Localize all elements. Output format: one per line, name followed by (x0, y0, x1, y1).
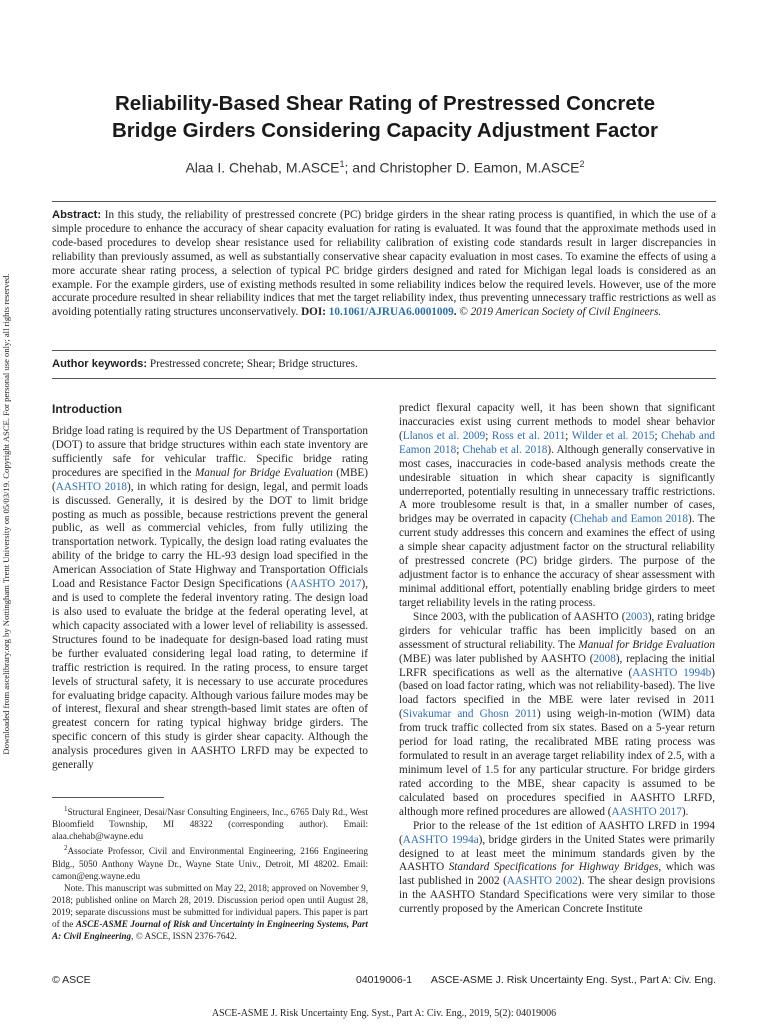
keywords-text: Prestressed concrete; Shear; Bridge structures. (149, 358, 358, 370)
abstract: Abstract: In this study, the reliability of prestressed concrete (PC) bridge girders in the shear rating process is quantified, in which the use of a simple procedure to enhance the accuracy of shear capacity evaluation for rating is evaluated. It was found that the approximate methods used in code-based procedures to develop shear resistance used for reliability calibration of existing code standards result in larger discrepancies in reliability than previously assumed, as well as substantially conservative shear capacity evaluation in most cases. To examine the effects of using a more accurate shear rating process, a selection of typical PC bridge girders designed and rated for Michigan legal loads is considered as an example. For the example girders, use of existing methods resulted in some reliability indices below the required levels. However, use of the more accurate procedure resulted in shear reliability indices that met the target reliability index, thus preventing unnecessary traffic restrictions as well as avoiding potentially rating structures unconservatively. DOI: 10.1061/AJRUA6.0001009. © 2019 American Society of Civil Engineers. (52, 209, 716, 319)
paragraph (399, 820, 715, 917)
footnote-text: Associate Professor, Civil and Environmental Engineering, 2166 Engineering Bldg., 5050 Anthony Wayne Dr., Wayne State Univ., Detroit, MI 48202. Email: camon@eng.wayne.edu (52, 846, 368, 881)
abstract-label: Abstract: (52, 209, 102, 221)
citation-link[interactable]: Chehab et al. 2018 (462, 443, 548, 456)
section-heading-introduction: Introduction (52, 402, 122, 416)
author-1: Alaa I. Chehab, M.ASCE (185, 159, 340, 176)
note-text: , © ASCE, ISSN 2376-7642. (131, 931, 237, 942)
citation-line: ASCE-ASME J. Risk Uncertainty Eng. Syst., Part A: Civ. Eng., 2019, 5(2): 04019006 (211, 1008, 557, 1019)
text-run: ), rating bridge girders for vehicular traffic has been implicitly based on an assessment of structural reliability. The (399, 610, 716, 651)
text-run: ), replacing the initial LRFR specifications as well as the alternative ( (399, 652, 715, 679)
manuscript-note (52, 882, 368, 942)
footnote-text: Structural Engineer, Desai/Nasr Consulting Engineers, Inc., 6765 Daly Rd., West Bloomfield Township, MI 48322 (corresponding author). Email: alaa.chehab@wayne.edu (52, 807, 368, 842)
footer-journal: ASCE-ASME J. Risk Uncertainty Eng. Syst., Part A: Civ. Eng. (430, 974, 716, 986)
citation-link[interactable]: AASHTO 2017 (611, 805, 682, 818)
citation-link[interactable]: Sivakumar and Ghosn 2011 (402, 708, 537, 721)
paragraph (399, 611, 715, 820)
footnote-1 (52, 803, 368, 842)
citation-link[interactable]: 2008 (593, 652, 616, 665)
title-line-1: Reliability-Based Shear Rating of Prestressed Concrete (114, 92, 655, 115)
text-run-italic: Manual for Bridge Evaluation (194, 466, 333, 479)
citation-link[interactable]: AASHTO 1994a (402, 833, 479, 846)
author-list (40, 155, 730, 177)
text-run: ; (654, 429, 662, 442)
text-run: Prior to the release of the 1st edition of AASHTO LRFD in 1994 ( (399, 819, 715, 846)
left-column (52, 425, 368, 773)
text-run: ; (456, 443, 463, 456)
text-run: ). (681, 805, 689, 818)
footer-copyright: © ASCE (52, 974, 91, 986)
footnote-marker: 1 (64, 805, 68, 813)
citation-link[interactable]: AASHTO 2002 (506, 875, 578, 888)
doi-label: DOI: (301, 306, 326, 319)
text-run: (MBE) ( (52, 466, 368, 493)
note-text: Note. This manuscript was submitted on May 22, 2018; approved on November 9, 2018; published online on March 28, 2019. Discussion period open until August 28, 2019; separate discussions must be submitted for individual papers. This paper is part of the (52, 882, 368, 929)
page-footer (52, 973, 716, 987)
citation-link[interactable]: AASHTO 1994b (632, 666, 712, 679)
footnote-rule (52, 797, 164, 798)
text-run-italic: Standard Specifications for Highway Bridges (448, 861, 659, 874)
text-run: ). The shear design provisions in the AASHTO Standard Specifications were very similar to those currently proposed by the American Concrete Institute (399, 875, 715, 916)
author-keywords (52, 357, 716, 371)
text-run: ), in which rating for design, legal, and permit loads is discussed. Generally, it is desired by the DOT to limit bridge posting as much as possible, because restrictions prevent the general public, as well as commercial vehicles, from fully utilizing the transportation network. Typically, the design load rating evaluates the ability of the bridge to carry the HL-93 design load specified in the American Association of State Highway and Transportation Officials Load and Resistance Factor Design Specifications ( (52, 480, 368, 591)
download-notice: Downloaded from ascelibrary.org by Nottingham Trent University on 05/03/19. Copyright ASCE. For personal use only; all rights reserved. (1, 273, 11, 755)
citation-link[interactable]: AASHTO 2018 (55, 480, 128, 493)
text-run: predict flexural capacity well, it has been shown that significant inaccuracies exist using current methods to model shear behavior ( (399, 402, 715, 442)
citation-link[interactable]: Wilder et al. 2015 (571, 429, 655, 442)
paragraph (399, 402, 715, 611)
text-run: ) (based on load factor rating, which was not reliability-based). The live load factors specified in the MBE were later revised in 2011 ( (399, 666, 715, 721)
doi-link[interactable]: 10.1061/AJRUA6.0001009 (328, 306, 454, 319)
title-line-2: Bridge Girders Considering Capacity Adjustment Factor (111, 119, 658, 142)
copyright: © 2019 American Society of Civil Engineers. (459, 306, 662, 319)
author-2-affil: 2 (579, 159, 585, 169)
footnote-marker: 2 (64, 844, 68, 853)
author-1-affil: 1 (339, 159, 345, 169)
text-run: ), bridge girders in the United States were primarily designed to at least meet the minimum standards given by the AASHTO (399, 833, 715, 874)
text-run: Since 2003, with the publication of AASHTO ( (413, 610, 626, 623)
citation-link[interactable]: Chehab and Eamon 2018 (399, 429, 716, 456)
citation-link[interactable]: Llanos et al. 2009 (402, 429, 486, 442)
paragraph (52, 425, 368, 773)
citation-link[interactable]: Ross et al. 2011 (491, 429, 566, 442)
text-run: ). Although generally conservative in most cases, inaccuracies in code-based analysis methods create the undesirable situation in which shear capacity is significantly underreported, potentially resulting in unnecessary traffic restrictions. A more troublesome result is that, in a smaller number of cases, bridges may be overrated in capacity ( (399, 443, 715, 526)
text-run: ), and is used to complete the federal inventory rating. The design load is also used to evaluate the bridge at the federal operating level, at which capacity associated with a lower level of reliability is assessed. Structures found to be inadequate for design-based load rating must be further evaluated considering legal load rating, to determine if traffic restriction is required. In the rating process, to ensure target levels of structural safety, it is necessary to use accurate procedures for evaluating bridge capacity. Although various failure modes may be of interest, flexural and shear strength-based limit states are often of greatest concern for rating typical highway bridge girders. The specific concern of this study is girder shear capacity. Although the analysis procedures given in AASHTO LRFD may be expected to generally (52, 578, 368, 772)
text-run: (MBE) was later published by AASHTO ( (399, 652, 594, 665)
text-run: , which was last published in 2002 ( (399, 861, 716, 888)
footnote-2 (52, 842, 368, 881)
citation-link[interactable]: AASHTO 2017 (289, 578, 362, 591)
abstract-bottom-rule (52, 350, 716, 351)
text-run: ). The current study addresses this concern and examines the effect of using a simple shear capacity adjustment factor on the structural reliability of prestressed concrete (PC) bridge girders. The purpose of the adjustment factor is to enhance the accuracy of shear assessment with minimal additional effort, potentially enabling bridge girders to meet target reliability levels in the rating process. (399, 513, 716, 609)
text-run: ; (565, 429, 572, 442)
right-column (399, 402, 715, 917)
text-run: ; (485, 429, 492, 442)
abstract-text: In this study, the reliability of prestressed concrete (PC) bridge girders in the shear rating process is quantified, in which the use of a simple procedure to enhance the accuracy of shear capacity evaluation for rating is evaluated. It was found that the approximate methods used in code-based procedures to develop shear resistance used for reliability calibration of existing code standards result in larger discrepancies in reliability than previously assumed, as well as substantially conservative shear capacity evaluation in most cases. To examine the effects of using a more accurate shear rating process, a selection of typical PC bridge girders designed and rated for Michigan legal loads is considered as an example. For the example girders, use of existing methods resulted in some reliability indices below the required levels. However, use of the more accurate procedure resulted in shear reliability indices that met the target reliability index, thus preventing unnecessary traffic restrictions as well as avoiding potentially rating structures unconservatively. (52, 209, 716, 319)
citation-link[interactable]: 2003 (625, 610, 648, 623)
footer-page-id: 04019006-1 (356, 974, 413, 986)
text-run: Bridge load rating is required by the US Department of Transportation (DOT) to assure that bridge structures within each state inventory are sufficiently safe for vehicular traffic. Specific bridge rating procedures are specified in the (52, 425, 368, 479)
author-2: ; and Christopher D. Eamon, M.ASCE (344, 159, 580, 176)
footnotes (52, 803, 368, 942)
text-run: ) using weigh-in-motion (WIM) data from truck traffic collected from six states. Based on a 5-year return period for load rating, the recalibrated MBE rating process was formulated to result in an average target reliability index of 2.5, with a minimum level of 1.5 for any particular structure. For bridge girders rated according to the MBE, shear capacity is assumed to be calculated based on procedures specified in AASHTO LRFD, although more refined procedures are allowed ( (399, 708, 715, 818)
text-run-italic: Manual for Bridge Evaluation (578, 638, 715, 651)
paper-title (40, 90, 730, 144)
keywords-label: Author keywords: (52, 358, 148, 370)
journal-name: ASCE-ASME Journal of Risk and Uncertainty in Engineering Systems, Part A: Civil Engineering (52, 918, 368, 942)
abstract-top-rule (52, 201, 716, 202)
citation-link[interactable]: Chehab and Eamon 2018 (573, 513, 688, 526)
keywords-rule (52, 378, 716, 379)
